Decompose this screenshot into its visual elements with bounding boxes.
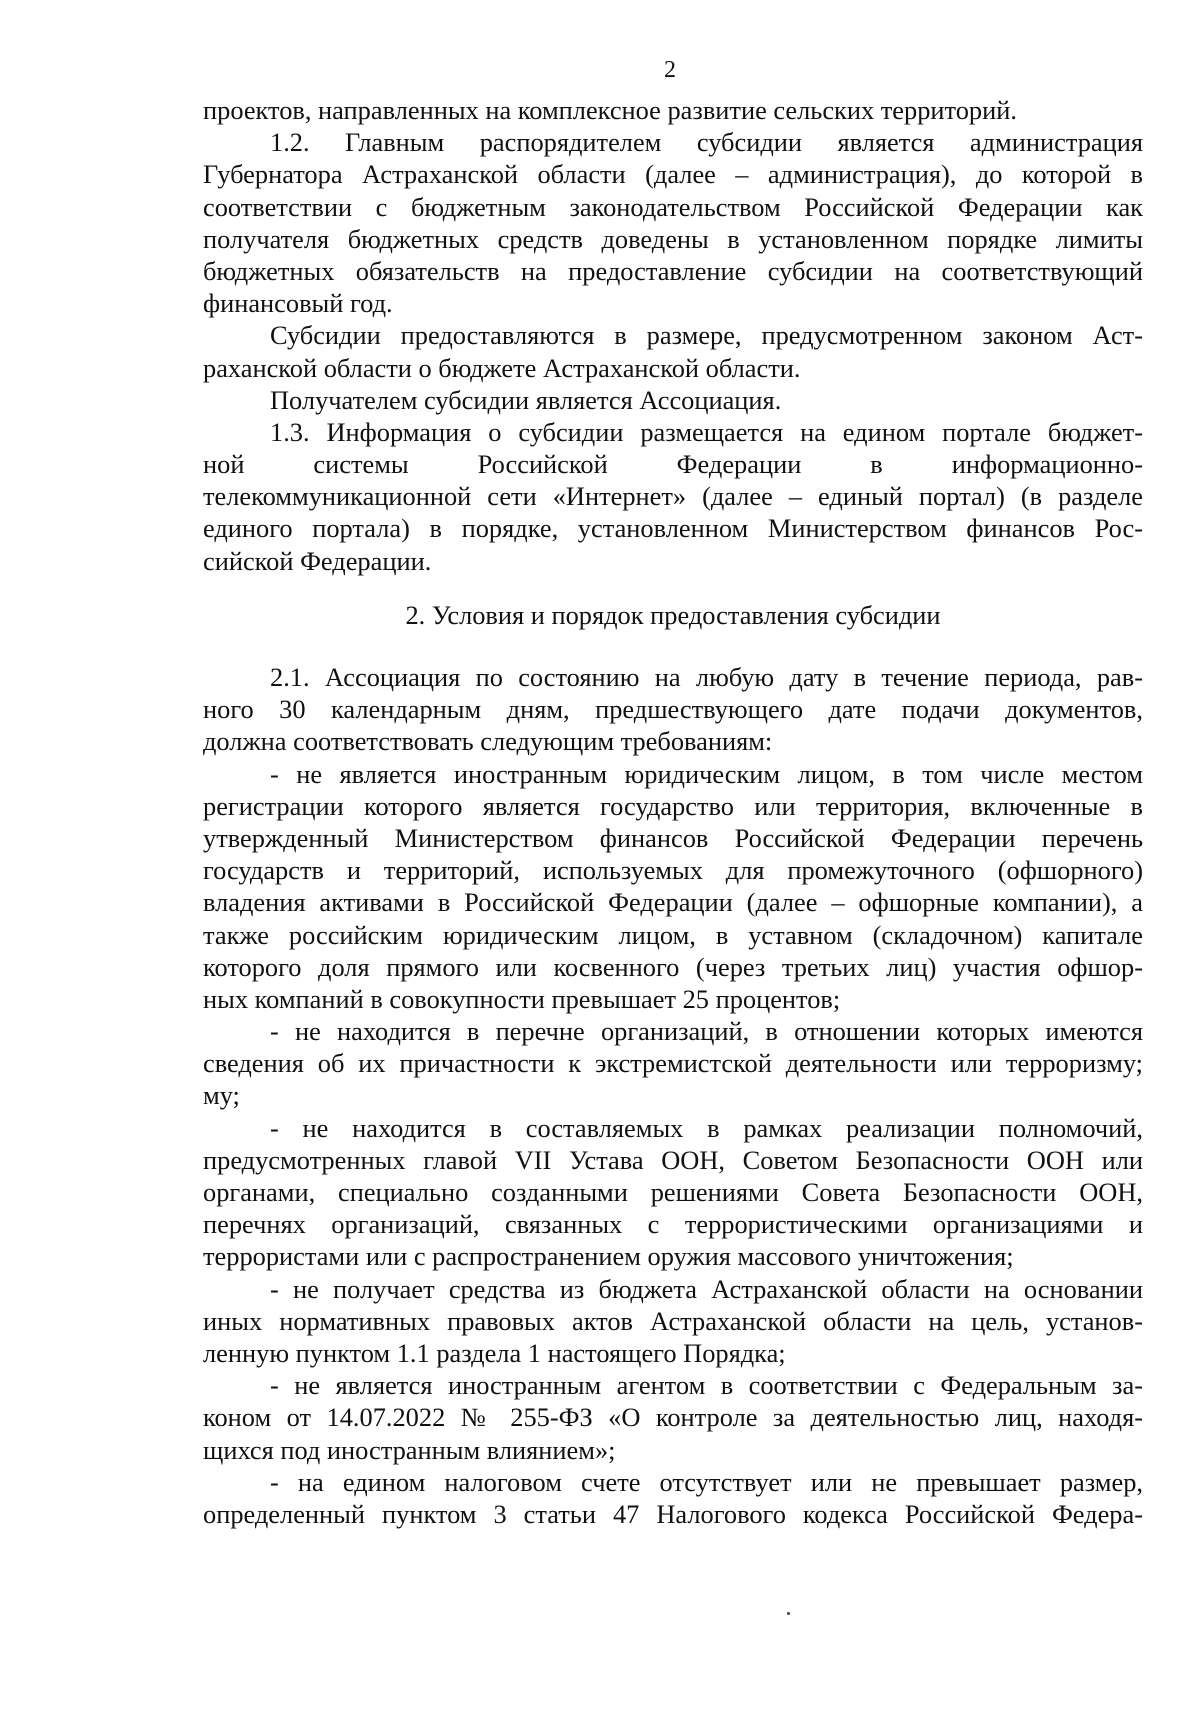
spacer [203,577,1143,599]
text-line: государств и территорий, используемых для промежуточного (офшорного) [203,855,1143,886]
text-line: владения активами в Российской Федерации (далее – офшорные компании), а [203,887,1143,918]
text-line: Губернатора Астраханской области (далее – администрация), до которой в [203,159,1143,190]
text-line: 1.2. Главным распорядителем субсидии является администрация [270,127,1143,158]
text-line: единого портала) в порядке, установленном Министерством финансов Рос- [203,513,1143,544]
text-line: - на едином налоговом счете отсутствует или не превышает размер, [270,1466,1143,1497]
text-line: иных нормативных правовых актов Астраханской области на цель, установ- [203,1305,1143,1336]
section-heading: 2. Условия и порядок предоставления субсидии [405,599,941,630]
document-body [203,94,1143,1530]
text-line: раханской области о бюджете Астраханской области. [203,352,801,383]
text-line: - не находится в составляемых в рамках реализации полномочий, [270,1112,1143,1143]
text-line: террористами или с распространением оружия массового уничтожения; [203,1241,1014,1272]
text-line: - не является иностранным юридическим лицом, в том числе местом [270,758,1143,789]
text-line: также российским юридическим лицом, в уставном (складочном) капитале [203,919,1143,950]
text-line: сийской Федерации. [203,545,432,576]
text-line: 1.3. Информация о субсидии размещается на едином портале бюджет- [270,416,1143,447]
text-line: финансовый год. [203,288,393,319]
text-line: проектов, направленных на комплексное развитие сельских территорий. [203,95,1017,125]
text-line: сведения об их причастности к экстремистской деятельности или терроризму; [203,1048,1143,1079]
page-number: 2 [664,57,676,83]
text-line: бюджетных обязательств на предоставление субсидии на соответствующий [203,255,1143,286]
text-line: должна соответствовать следующим требованиям: [203,726,773,757]
text-line: перечнях организаций, связанных с террористическими организациями и [203,1209,1143,1240]
text-line: телекоммуникационной сети «Интернет» (далее – единый портал) (в разделе [203,481,1143,512]
text-line: органами, специально созданными решениями Совета Безопасности ООН, [203,1177,1143,1207]
text-line: - не является иностранным агентом в соответствии с Федеральным за- [270,1370,1143,1401]
text-line: Субсидии предоставляются в размере, предусмотренном законом Аст- [270,320,1143,351]
text-line: регистрации которого является государство или территория, включенные в [203,790,1143,821]
text-line: - не находится в перечне организаций, в отношении которых имеются [270,1016,1143,1047]
scan-speck [787,1612,790,1615]
text-line: определенный пунктом 3 статьи 47 Налогового кодекса Российской Федера- [203,1498,1143,1529]
text-line: утвержденный Министерством финансов Российской Федерации перечень [203,822,1143,853]
text-line: предусмотренных главой VII Устава ООН, Советом Безопасности ООН или [203,1144,1143,1175]
spacer [203,631,1143,661]
text-line: ной системы Российской Федерации в информационно- [203,449,1143,480]
text-line: соответствии с бюджетным законодательством Российской Федерации как [203,191,1143,222]
text-line: получателя бюджетных средств доведены в установленном порядке лимиты [203,223,1143,254]
text-line: Получателем субсидии является Ассоциация. [270,384,782,415]
text-line: му; [203,1080,240,1111]
text-line: - не получает средства из бюджета Астраханской области на основании [270,1273,1143,1304]
text-line: коном от 14.07.2022 № 255-ФЗ «О контроле за деятельностью лиц, находя- [203,1402,1143,1433]
text-line: 2.1. Ассоциация по состоянию на любую дату в течение периода, рав- [270,662,1143,692]
text-line: ленную пунктом 1.1 раздела 1 настоящего Порядка; [203,1337,786,1368]
text-line: которого доля прямого или косвенного (через третьих лиц) участия офшор- [203,951,1143,982]
text-line: ных компаний в совокупности превышает 25 процентов; [203,983,841,1014]
text-line: щихся под иностранным влиянием»; [203,1434,616,1465]
text-line: ного 30 календарным дням, предшествующего дате подачи документов, [203,694,1143,725]
